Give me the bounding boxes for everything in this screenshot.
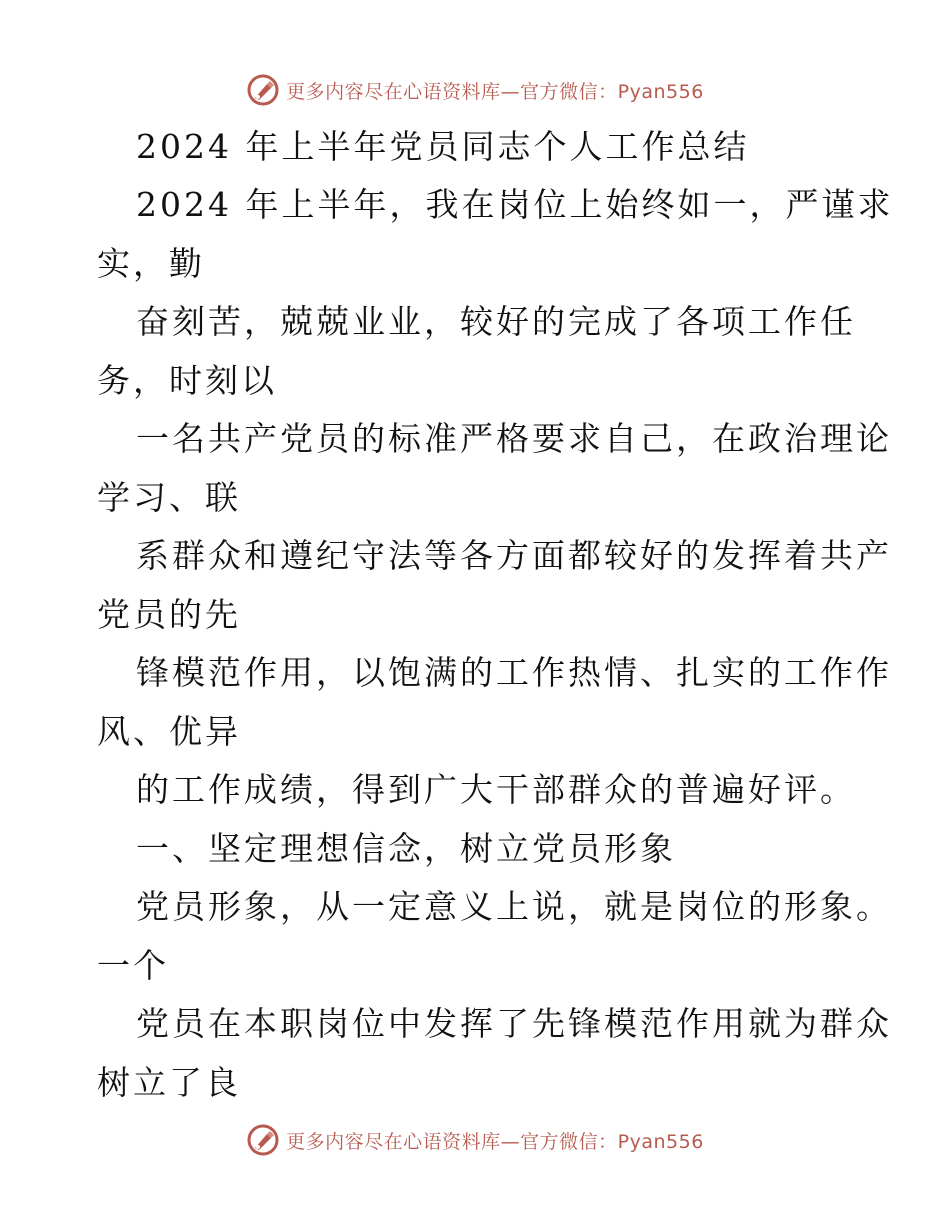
text-line: 树立了良 [97,1063,241,1102]
text-line: 2024 年上半年，我在岗位上始终如一，严谨求 [136,185,894,224]
text-line: 一个 [97,946,169,985]
document-title: 2024 年上半年党员同志个人工作总结 [136,127,750,166]
text-line: 系群众和遵纪守法等各方面都较好的发挥着共产 [136,536,892,575]
watermark-text: 更多内容尽在心语资料库—官方微信：Pyan556 [286,1130,704,1153]
text-line: 的工作成绩，得到广大干部群众的普遍好评。 [136,770,856,809]
footer-watermark [0,1120,950,1160]
text-line: 奋刻苦，兢兢业业，较好的完成了各项工作任 [136,302,856,341]
text-line: 实，勤 [97,244,205,283]
text-line: 党员的先 [97,595,241,634]
text-line: 风、优异 [97,712,241,751]
text-line: 学习、联 [97,478,241,517]
pen-nib-logo-icon [246,1123,280,1157]
text-line: 一名共产党员的标准严格要求自己，在政治理论 [136,419,892,458]
text-line: 务，时刻以 [97,361,277,400]
header-watermark [0,70,950,110]
pen-nib-logo-icon [246,73,280,107]
section-heading: 一、坚定理想信念，树立党员形象 [136,829,676,868]
text-line: 锋模范作用，以饱满的工作热情、扎实的工作作 [136,653,892,692]
watermark-text: 更多内容尽在心语资料库—官方微信：Pyan556 [286,80,704,103]
text-line: 党员在本职岗位中发挥了先锋模范作用就为群众 [136,1004,892,1043]
text-line: 党员形象，从一定意义上说，就是岗位的形象。 [136,887,892,926]
